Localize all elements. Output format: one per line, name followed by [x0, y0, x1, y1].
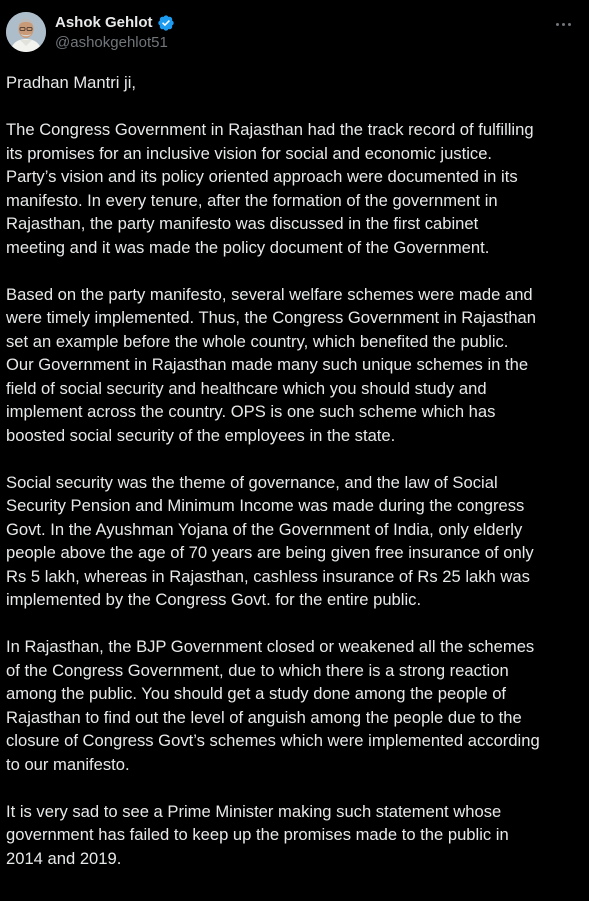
avatar[interactable] [6, 12, 46, 52]
author-display-name[interactable]: Ashok Gehlot [55, 14, 153, 31]
tweet-paragraph: In Rajasthan, the BJP Government closed or weakened all the schemes of the Congress Government, due to which there is a strong reaction among the public. You should get a study done among the people of Rajasthan to find out the level of anguish among the people due to the closure of Congress Govt’s schemes which were implemented according to our manifesto. [6, 637, 540, 774]
verified-badge-icon[interactable] [157, 14, 175, 32]
tweet-paragraph: It is very sad to see a Prime Minister making such statement whose government has failed to keep up the promises made to the public in 2014 and 2019. [6, 801, 509, 868]
more-dot [562, 23, 565, 26]
more-options-icon[interactable] [549, 14, 577, 34]
author-name-row [55, 13, 175, 33]
tweet-paragraph: Pradhan Mantri ji, [6, 73, 137, 92]
avatar-portrait-icon [6, 12, 46, 52]
tweet-paragraph: Social security was the theme of governance, and the law of Social Security Pension and Minimum Income was made during the congress Govt. In the Ayushman Yojana of the Government of India, only elderly people above the age of 70 years are being given free insurance of only Rs 5 lakh, whereas in Rajasthan, cashless insurance of Rs 25 lakh was implemented by the Congress Govt. for the entire public. [6, 472, 534, 609]
more-dot [556, 23, 559, 26]
author-handle[interactable]: @ashokgehlot51 [55, 34, 168, 51]
tweet-text [6, 71, 582, 870]
tweet-paragraph: Based on the party manifesto, several welfare schemes were made and were timely implemented. Thus, the Congress Government in Rajasthan set an example before the whole country, which benefited the public. Our Government in Rajasthan made many such unique schemes in the field of social security and healthcare which you should study and implement across the country. OPS is one such scheme which has boosted social security of the employees in the state. [6, 284, 537, 445]
author-info [55, 13, 175, 53]
more-dot [568, 23, 571, 26]
tweet-paragraph: The Congress Government in Rajasthan had the track record of fulfilling its promises for an inclusive vision for social and economic justice. Party’s vision and its policy oriented approach were documented in its manifesto. In every tenure, after the formation of the government in Rajasthan, the party manifesto was discussed in the first cabinet meeting and it was made the policy document of the Government. [6, 120, 534, 257]
tweet-header [6, 12, 583, 56]
